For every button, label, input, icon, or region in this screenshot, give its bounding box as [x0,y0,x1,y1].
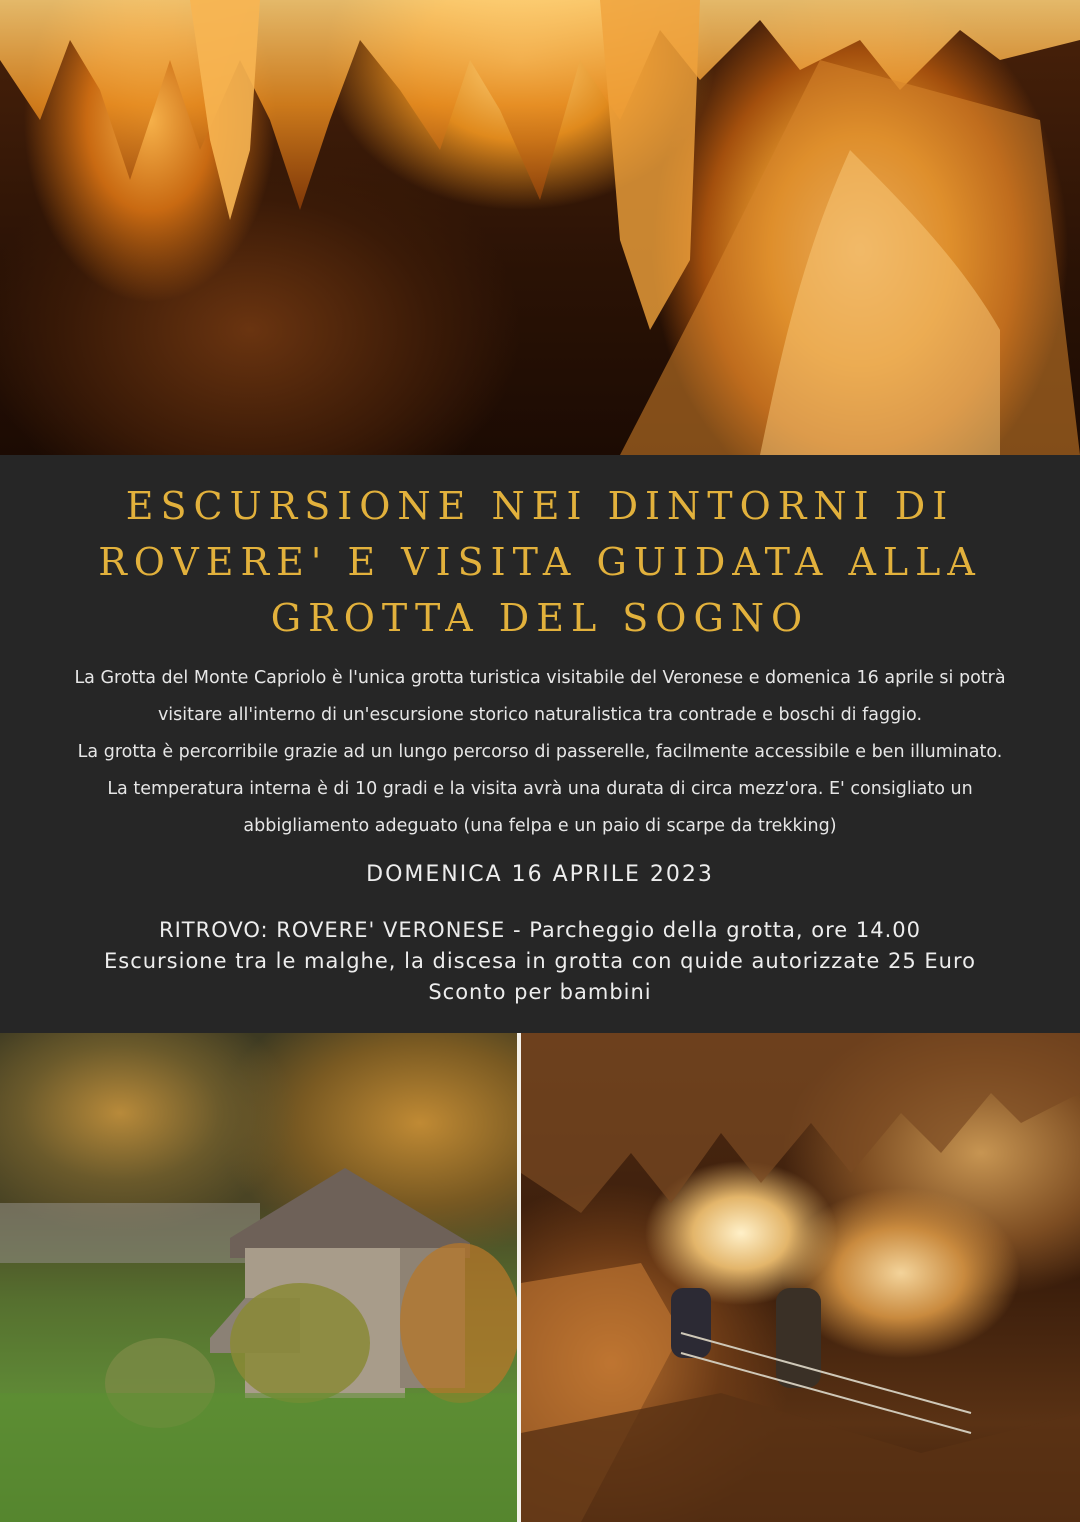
event-date: DOMENICA 16 APRILE 2023 [366,862,714,887]
cave-stalactites-photo [0,0,1080,455]
description-line-4: La temperatura interna è di 10 gradi e la visita avrà una durata di circa mezz'ora. E' consigliato un [107,779,973,799]
price-info: Escursione tra le malghe, la discesa in grotta con quide autorizzate 25 Euro [103,949,976,973]
meeting-point: RITROVO: ROVERE' VERONESE - Parcheggio della grotta, ore 14.00 [158,918,921,942]
cave-visitors-photo [521,1033,1080,1522]
title-line-1: ESCURSIONE NEI DINTORNI DI [125,484,955,528]
event-title [0,478,1080,646]
description-line-5: abbigliamento adeguato (una felpa e un paio di scarpe da trekking) [243,816,837,836]
cave-interior-illustration [521,1033,1080,1522]
hut-illustration [0,1033,517,1522]
description-line-3: La grotta è percorribile grazie ad un lungo percorso di passerelle, facilmente accessibile e ben illuminato. [77,742,1003,762]
description-line-2: visitare all'interno di un'escursione storico naturalistica tra contrade e boschi di faggio. [157,705,923,725]
event-description [30,660,1050,845]
title-line-3: GROTTA DEL SOGNO [270,596,810,640]
stalactites-illustration [0,0,1080,455]
discount-info: Sconto per bambini [428,980,652,1004]
title-line-2: ROVERE' E VISITA GUIDATA ALLA [98,540,982,584]
stone-hut-autumn-photo [0,1033,517,1522]
meeting-info [0,915,1080,1008]
description-line-1: La Grotta del Monte Capriolo è l'unica grotta turistica visitabile del Veronese e domenica 16 aprile si potrà [74,668,1006,688]
